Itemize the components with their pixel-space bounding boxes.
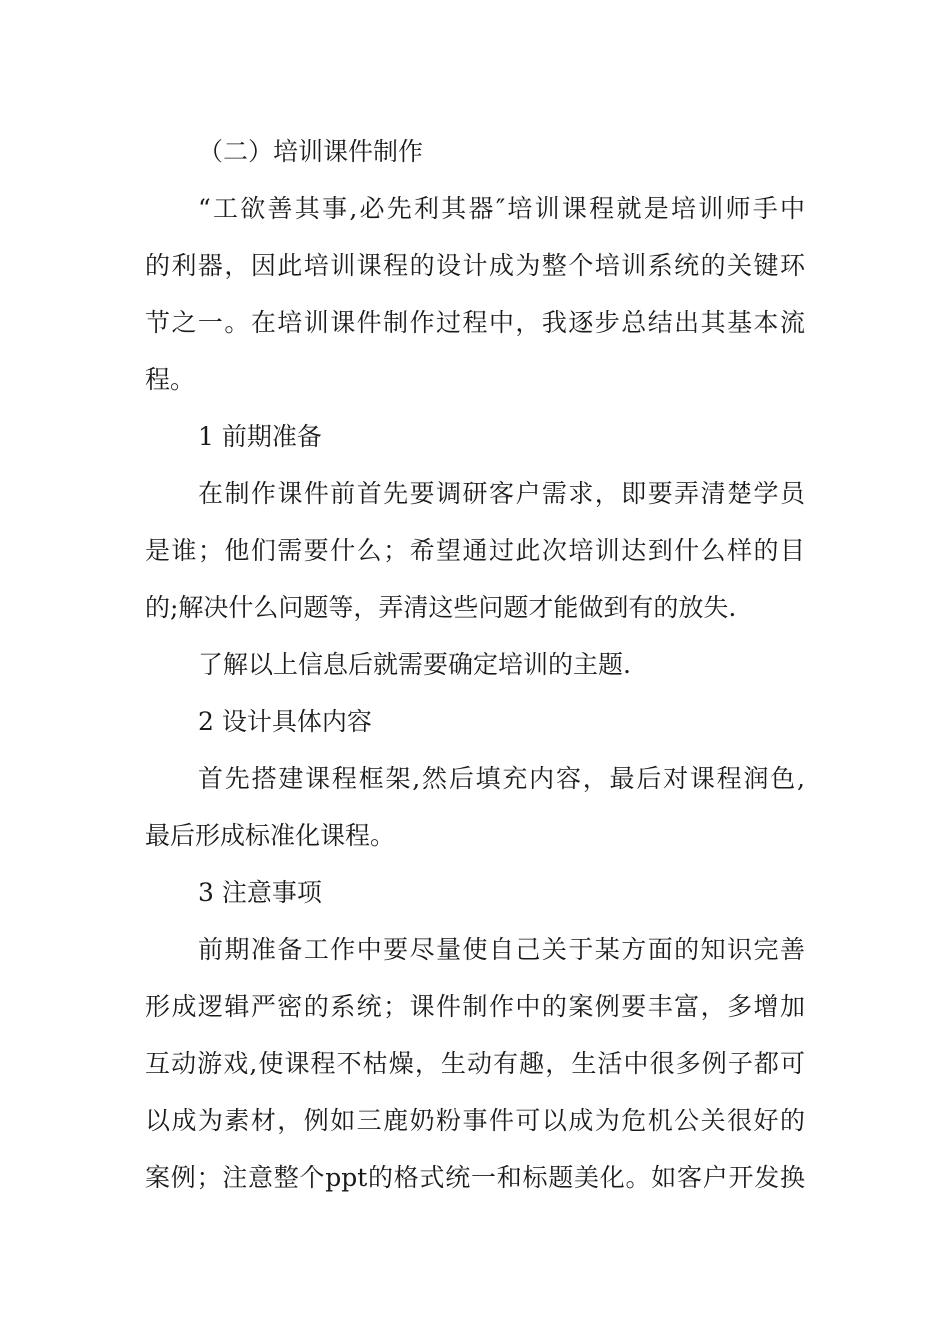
- intro-line-1: “工欲善其事,必先利其器″培训课程就是培训师手中: [198, 194, 805, 223]
- para2-line-2: 最后形成标准化课程。: [145, 821, 396, 850]
- para2-line-1: 首先搭建课程框架,然后填充内容，最后对课程润色,: [198, 764, 805, 793]
- heading-3: 3 注意事项: [198, 878, 322, 907]
- para1b-line: 了解以上信息后就需要确定培训的主题.: [198, 650, 631, 679]
- para1-line-2: 是谁；他们需要什么；希望通过此次培训达到什么样的目: [145, 536, 805, 565]
- para1-line-3: 的;解决什么问题等，弄清这些问题才能做到有的放失.: [145, 593, 737, 622]
- intro-line-2: 的利器，因此培训课程的设计成为整个培训系统的关键环: [145, 251, 805, 280]
- section-title: （二）培训课件制作: [198, 137, 424, 166]
- para1-line-1: 在制作课件前首先要调研客户需求，即要弄清楚学员: [198, 479, 805, 508]
- para3-line-5: 案例；注意整个ppt的格式统一和标题美化。如客户开发换: [145, 1163, 805, 1192]
- heading-2: 2 设计具体内容: [198, 707, 372, 736]
- heading-1: 1 前期准备: [198, 422, 322, 451]
- intro-line-4: 程。: [145, 365, 196, 394]
- para3-line-3: 互动游戏,使课程不枯燥，生动有趣，生活中很多例子都可: [145, 1049, 805, 1078]
- para3-line-4: 以成为素材，例如三鹿奶粉事件可以成为危机公关很好的: [145, 1106, 805, 1135]
- intro-line-3: 节之一。在培训课件制作过程中，我逐步总结出其基本流: [145, 308, 805, 337]
- para3-line-2: 形成逻辑严密的系统；课件制作中的案例要丰富，多增加: [145, 992, 805, 1021]
- para3-line-1: 前期准备工作中要尽量使自己关于某方面的知识完善: [198, 935, 805, 964]
